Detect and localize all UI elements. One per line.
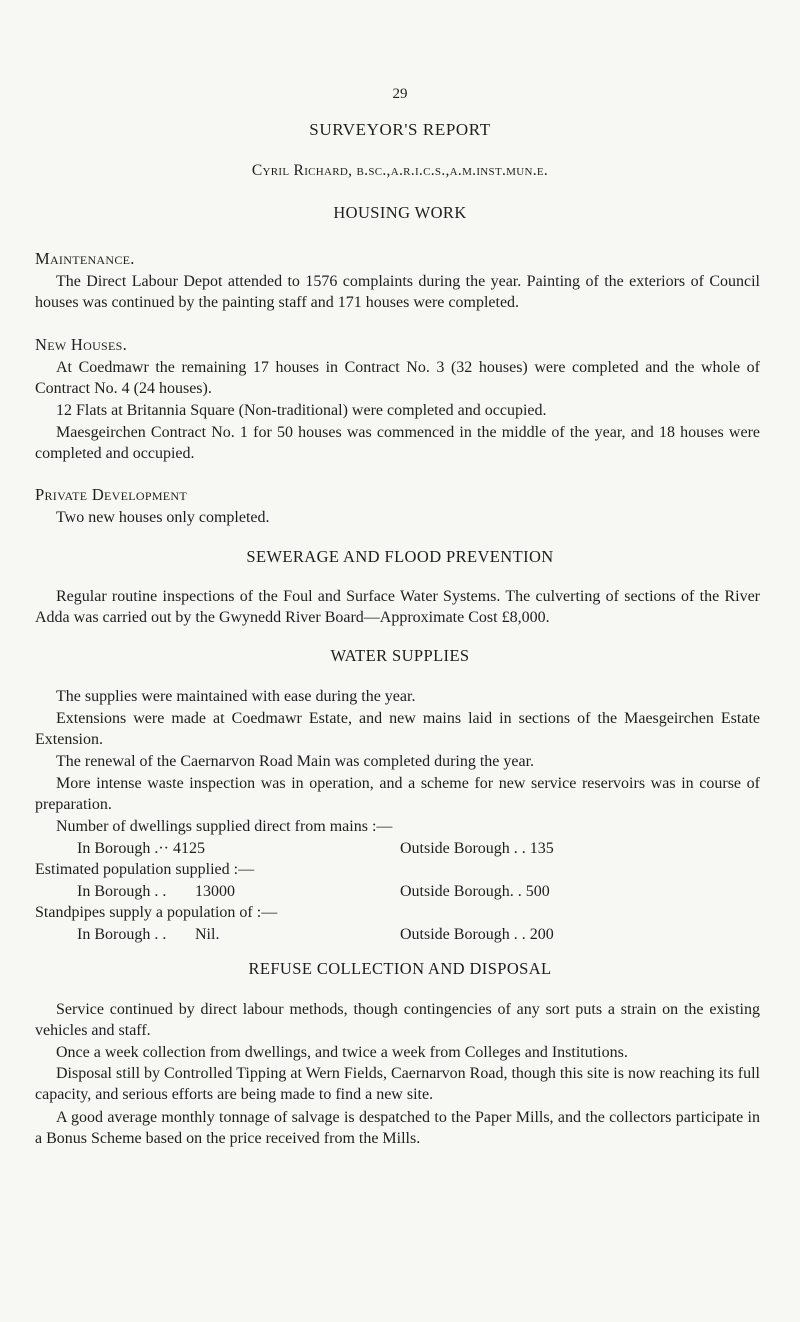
dwellings-outside-borough: Outside Borough . . 135 bbox=[400, 840, 554, 857]
maintenance-text: The Direct Labour Depot attended to 1576 complaints during the year. Painting of the exteriors of Council houses was continued by the painting staff and 171 houses were completed. bbox=[35, 273, 760, 311]
water-heading: WATER SUPPLIES bbox=[330, 646, 470, 665]
refuse-text-3: Disposal still by Controlled Tipping at Wern Fields, Caernarvon Road, though this site is now reaching its full capacity, and serious efforts are being made to find a new site. bbox=[35, 1065, 760, 1103]
standpipes-label: Standpipes supply a population of :— bbox=[35, 904, 278, 921]
population-label: Estimated population supplied :— bbox=[35, 861, 255, 878]
private-development-heading: Private Development bbox=[35, 485, 188, 504]
dwellings-in-borough: In Borough .·· 4125 bbox=[77, 840, 205, 857]
standpipes-outside-borough: Outside Borough . . 200 bbox=[400, 926, 554, 943]
maintenance-heading: Maintenance. bbox=[35, 249, 135, 268]
author-line: Cyril Richard, b.sc.,a.r.i.c.s.,a.m.inst.mun.e. bbox=[251, 162, 549, 179]
new-houses-text-3: Maesgeirchen Contract No. 1 for 50 houses was commenced in the middle of the year, and 18 houses were completed and occupied. bbox=[35, 424, 760, 462]
dwellings-label: Number of dwellings supplied direct from mains :— bbox=[56, 818, 393, 835]
water-text-3: The renewal of the Caernarvon Road Main was completed during the year. bbox=[56, 753, 535, 770]
refuse-text-2: Once a week collection from dwellings, and twice a week from Colleges and Institutions. bbox=[56, 1044, 628, 1061]
standpipes-label-row bbox=[35, 902, 760, 923]
standpipes-in-borough-value: Nil. bbox=[195, 926, 220, 943]
new-houses-text-2: 12 Flats at Britannia Square (Non-traditional) were completed and occupied. bbox=[56, 402, 547, 419]
population-outside-borough: Outside Borough. . 500 bbox=[400, 883, 550, 900]
sewerage-text: Regular routine inspections of the Foul and Surface Water Systems. The culverting of sections of the River Adda was carried out by the Gwynedd River Board—Approximate Cost £8,000. bbox=[35, 588, 760, 626]
page-number: 29 bbox=[392, 86, 408, 102]
new-houses-text-1: At Coedmawr the remaining 17 houses in Contract No. 3 (32 houses) were completed and the whole of Contract No. 4 (24 houses). bbox=[35, 359, 760, 397]
population-label-row bbox=[35, 859, 760, 880]
population-in-borough-label: In Borough . . bbox=[77, 883, 167, 900]
refuse-text-1: Service continued by direct labour methods, though contingencies of any sort puts a strain on the existing vehicles and staff. bbox=[35, 1001, 760, 1039]
standpipes-in-borough-label: In Borough . . bbox=[77, 926, 167, 943]
refuse-text-4: A good average monthly tonnage of salvage is despatched to the Paper Mills, and the collectors participate in a Bonus Scheme based on the price received from the Mills. bbox=[35, 1109, 760, 1147]
private-development-text: Two new houses only completed. bbox=[56, 509, 270, 526]
water-text-2: Extensions were made at Coedmawr Estate, and new mains laid in sections of the Maesgeirchen Estate Extension. bbox=[35, 710, 760, 748]
water-text-1: The supplies were maintained with ease during the year. bbox=[56, 688, 416, 705]
housing-heading: HOUSING WORK bbox=[333, 203, 467, 222]
sewerage-heading: SEWERAGE AND FLOOD PREVENTION bbox=[246, 547, 554, 566]
population-in-borough-value: 13000 bbox=[195, 883, 235, 900]
new-houses-heading: New Houses. bbox=[35, 335, 128, 354]
refuse-heading: REFUSE COLLECTION AND DISPOSAL bbox=[248, 959, 552, 978]
water-text-4: More intense waste inspection was in operation, and a scheme for new service reservoirs was in course of preparation. bbox=[35, 775, 760, 813]
report-title: SURVEYOR'S REPORT bbox=[309, 120, 491, 139]
